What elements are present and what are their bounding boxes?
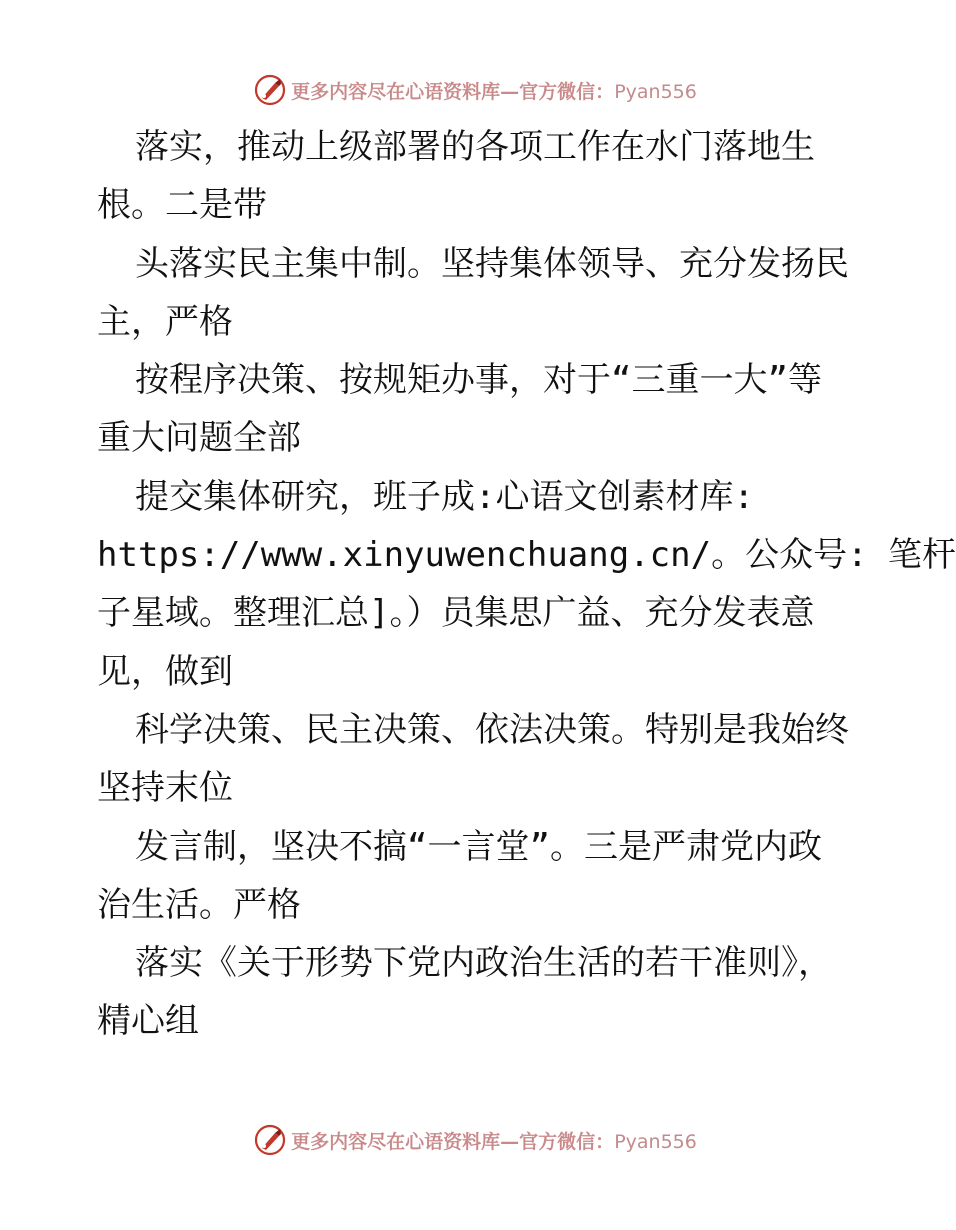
quill-pen-logo-icon	[253, 73, 287, 107]
text-line: 见，做到	[97, 651, 233, 692]
document-body	[97, 118, 956, 1051]
text-line: 根。二是带	[97, 185, 267, 226]
text-line: 治生活。严格	[97, 884, 301, 925]
text-line: 提交集体研究，班子成:心语文创素材库:	[135, 476, 754, 517]
footer-watermark	[0, 1120, 950, 1160]
text-line: https://www.xinyuwenchuang.cn/。公众号: 笔杆	[97, 535, 956, 576]
text-line: 头落实民主集中制。坚持集体领导、充分发扬民	[135, 243, 849, 284]
text-line: 子星域。整理汇总]。）员集思广益、充分发表意	[97, 593, 815, 634]
watermark-text: 更多内容尽在心语资料库—官方微信：Pyan556	[291, 80, 697, 103]
text-line: 重大问题全部	[97, 418, 301, 459]
text-line: 发言制，坚决不搞“一言堂”。三是严肃党内政	[135, 826, 822, 867]
text-line: 落实《关于形势下党内政治生活的若干准则》，	[135, 943, 832, 984]
header-watermark	[0, 70, 950, 110]
text-line: 精心组	[97, 1001, 199, 1042]
text-line: 坚持末位	[97, 768, 233, 809]
text-line: 科学决策、民主决策、依法决策。特别是我始终	[135, 709, 849, 750]
text-line: 按程序决策、按规矩办事，对于“三重一大”等	[135, 360, 822, 401]
watermark-text: 更多内容尽在心语资料库—官方微信：Pyan556	[291, 1130, 697, 1153]
text-line: 主，严格	[97, 301, 233, 342]
text-line: 落实，推动上级部署的各项工作在水门落地生	[135, 127, 815, 167]
quill-pen-logo-icon	[253, 1123, 287, 1157]
